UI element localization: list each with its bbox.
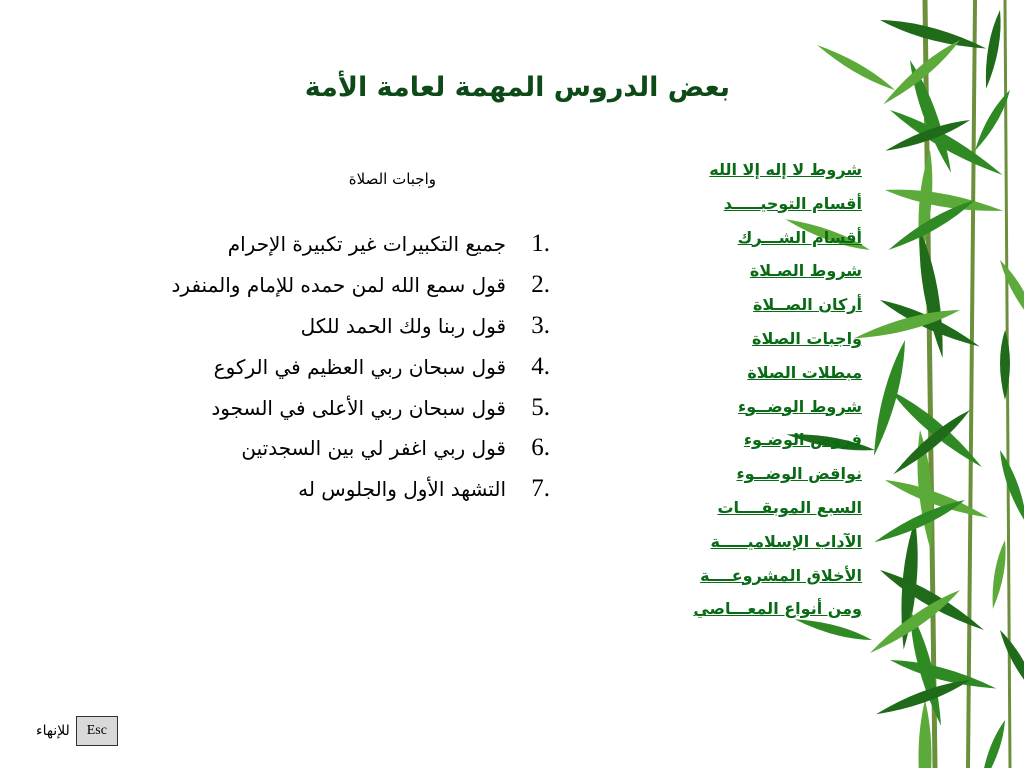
list-item: [80, 387, 550, 428]
nav-link-islamic-etiquette[interactable]: الآداب الإسلاميـــــة: [710, 531, 862, 551]
item-number: 5.: [531, 393, 550, 421]
list-item: [80, 428, 550, 469]
item-text: جميع التكبيرات غير تكبيرة الإحرام: [227, 232, 506, 257]
exit-label: للإنهاء: [36, 723, 70, 739]
esc-button[interactable]: Esc: [76, 716, 118, 746]
nav-link-tawheed-types[interactable]: أقسام التوحيـــــد: [723, 193, 862, 213]
nav-link-wudu-conditions[interactable]: شروط الوضــوء: [738, 396, 862, 416]
nav-link-seven-destroyers[interactable]: السبع الموبقــــات: [717, 497, 862, 517]
list-item: [80, 224, 550, 265]
bamboo-leaf: [872, 495, 967, 547]
nav-link-shirk-types[interactable]: أقسام الشـــرك: [737, 227, 862, 247]
item-number: 4.: [531, 352, 550, 380]
item-text: قول سبحان ربي الأعلى في السجود: [211, 395, 506, 420]
obligations-list: [80, 224, 550, 510]
item-number: 6.: [531, 434, 550, 462]
nav-link-wudu-nullifiers[interactable]: نواقض الوضــوء: [736, 464, 862, 484]
item-text: قول سمع الله لمن حمده للإمام والمنفرد: [171, 273, 506, 298]
nav-link-wudu-obligations[interactable]: فروض الوضـوء: [743, 430, 862, 450]
nav-link-prayer-obligations[interactable]: واجبات الصلاة: [752, 328, 862, 348]
list-item: [80, 346, 550, 387]
bamboo-leaf: [815, 41, 897, 94]
list-item: [80, 306, 550, 347]
topics-nav: [630, 160, 862, 633]
nav-link-prayer-pillars[interactable]: أركان الصــلاة: [752, 295, 862, 315]
nav-link-types-of-sins[interactable]: ومن أنواع المعـــاصي: [693, 599, 862, 619]
bamboo-leaf: [971, 88, 1014, 153]
bamboo-leaf: [878, 14, 987, 54]
bamboo-leaf: [919, 700, 932, 768]
slide-subtitle: واجبات الصلاة: [348, 170, 436, 188]
item-number: 2.: [531, 271, 550, 299]
item-number: 7.: [531, 475, 550, 503]
bamboo-leaf: [981, 9, 1005, 90]
slide-title: بعض الدروس المهمة لعامة الأمة: [304, 72, 730, 103]
list-item: [80, 265, 550, 306]
item-text: التشهد الأول والجلوس له: [298, 477, 506, 502]
item-text: قول ربنا ولك الحمد للكل: [300, 313, 506, 338]
bamboo-leaf: [988, 539, 1009, 609]
item-text: قول سبحان ربي العظيم في الركوع: [213, 354, 506, 379]
nav-link-conditions-shahada[interactable]: شروط لا إله إلا الله: [709, 160, 862, 179]
item-number: 3.: [531, 311, 550, 339]
bamboo-leaf: [996, 258, 1024, 332]
exit-control: [36, 716, 118, 746]
list-item: [80, 469, 550, 510]
nav-link-prayer-conditions[interactable]: شروط الصـلاة: [749, 261, 862, 281]
item-text: قول ربي اغفر لي بين السجدتين: [241, 436, 506, 461]
nav-link-prayer-invalidators[interactable]: مبطلات الصلاة: [747, 362, 862, 382]
bamboo-leaf: [977, 718, 1009, 768]
bamboo-stem: [968, 0, 975, 768]
bamboo-leaf: [868, 338, 912, 457]
item-number: 1.: [531, 230, 550, 258]
nav-link-lawful-manners[interactable]: الأخلاق المشروعــــة: [700, 565, 862, 585]
